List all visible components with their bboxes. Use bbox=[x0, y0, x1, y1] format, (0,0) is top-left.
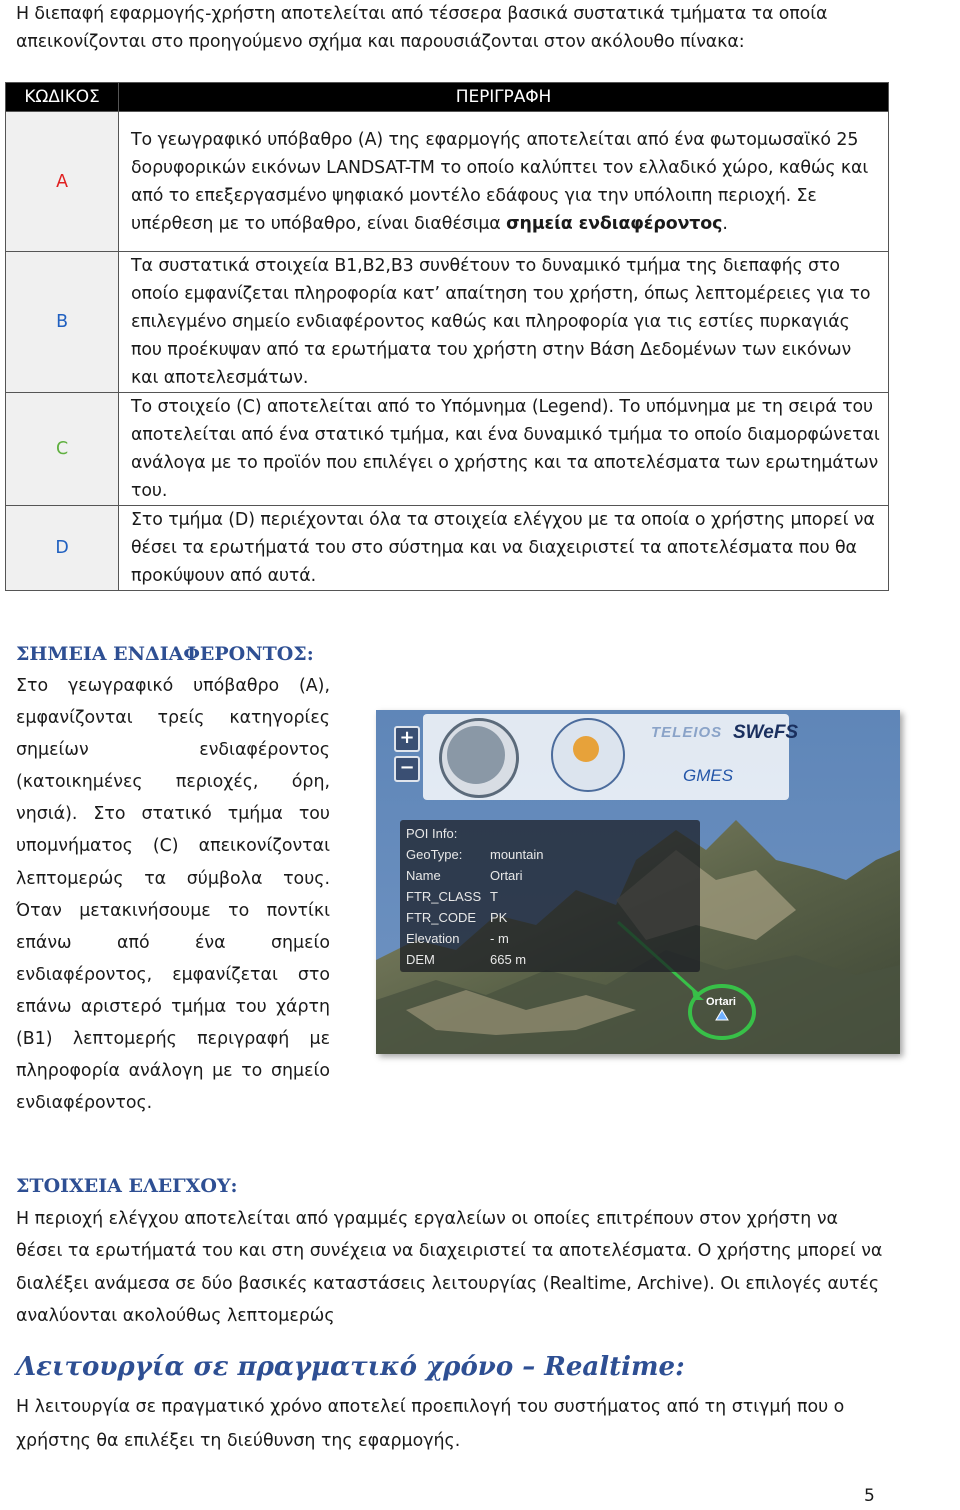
intro-paragraph: Η διεπαφή εφαρμογής-χρήστη αποτελείται από τέσσερα βασικά συστατικά τμήματα τα οποία απεικονίζονται στο προηγούμενο σχήμα και παρουσιάζονται στον ακόλουθο πίνακα: bbox=[16, 4, 828, 52]
description-cell: Στο τμήμα (D) περιέχονται όλα τα στοιχεία ελέγχου με τα οποία ο χρήστης μπορεί να θέσει τα ερωτήματά του στο σύστημα και να διαχειριστεί τα αποτελέσματα που θα προκύψουν από αυτά. bbox=[119, 506, 889, 591]
poi-heading: ΣΗΜΕΙΑ ΕΝΔΙΑΦΕΡΟΝΤΟΣ: bbox=[16, 643, 314, 665]
poi-info-key: GeoType: bbox=[406, 847, 463, 862]
swefs-logo: SWeFS bbox=[733, 722, 799, 743]
zoom-out-button[interactable]: − bbox=[394, 756, 420, 782]
table-row bbox=[6, 506, 889, 591]
poi-info-value: mountain bbox=[490, 847, 544, 862]
logo-bar bbox=[423, 714, 799, 800]
table-row bbox=[6, 393, 889, 506]
seal-inner-icon bbox=[447, 726, 505, 784]
header-code: ΚΩΔΙΚΟΣ bbox=[6, 83, 119, 112]
code-cell: A bbox=[6, 112, 119, 252]
description-tail: . bbox=[722, 213, 728, 234]
page-number: 5 bbox=[864, 1486, 875, 1506]
poi-info-key: FTR_CLASS bbox=[406, 889, 482, 904]
map-screenshot bbox=[376, 710, 900, 1054]
description-cell bbox=[119, 112, 889, 252]
poi-info-key: FTR_CODE bbox=[406, 910, 477, 925]
poi-paragraph: Στο γεωγραφικό υπόβαθρο (A), εμφανίζονται τρείς κατηγορίες σημείων ενδιαφέροντος (κατοικημένες περιοχές, όρη, νησιά). Στο στατικό τμήμα του υπομνήματος (C) απεικονίζονται λεπτομερώς τα σύμβολα τους. Όταν μετακινήσουμε το ποντίκι επάνω από ένα σημείο ενδιαφέροντος, εμφανίζεται στο επάνω αριστερό τμήμα του χάρτη (B1) λεπτομερής περιγραφή με πληροφορία ανάλογη με το σημείο ενδιαφέροντος. bbox=[16, 676, 330, 1114]
description-bold: σημεία ενδιαφέροντος bbox=[506, 213, 723, 234]
components-table bbox=[5, 82, 889, 591]
poi-marker-label: Ortari bbox=[706, 996, 736, 1008]
code-cell: C bbox=[6, 393, 119, 506]
poi-info-key: Elevation bbox=[406, 931, 460, 946]
description-cell: Το στοιχείο (C) αποτελείται από το Υπόμνημα (Legend). Το υπόμνημα με τη σειρά του αποτελείται από ένα στατικό τμήμα, και ένα δυναμικό τμήμα το οποίο διαμορφώνεται ανάλογα με το προϊόν που επιλέγει ο χρήστης και τα αποτελέσματα των ερωτημάτων του. bbox=[119, 393, 889, 506]
realtime-paragraph: Η λειτουργία σε πραγματικό χρόνο αποτελεί προεπιλογή του συστήματος από τη στιγμή που ο χρήστης θα επιλέξει τη διεύθυνση της εφαρμογής. bbox=[16, 1397, 845, 1451]
gmes-logo: GMES bbox=[683, 766, 734, 785]
poi-info-value: PK bbox=[490, 910, 508, 925]
poi-info-value: - m bbox=[490, 931, 509, 946]
table-row bbox=[6, 252, 889, 393]
table-row bbox=[6, 112, 889, 252]
poi-info-key: DEM bbox=[406, 952, 435, 967]
description-cell: Τα συστατικά στοιχεία B1,B2,B3 συνθέτουν το δυναμικό τμήμα της διεπαφής στο οποίο εμφανίζεται πληροφορία κατ’ απαίτηση του χρήστη, όπως λεπτομέρειες για το επιλεγμένο σημείο ενδιαφέροντος καθώς και πληροφορία για τις εστίες πυρκαγιάς που προέκυψαν από τα ερωτήματα του χρήστη στην Βάση Δεδομένων των εικόνων και αποτελεσμάτων. bbox=[119, 252, 889, 393]
realtime-heading: Λειτουργία σε πραγματικό χρόνο – Realtime: bbox=[16, 1352, 685, 1382]
poi-info-panel bbox=[400, 820, 700, 972]
table-header-row bbox=[6, 83, 889, 112]
poi-info-title: POI Info: bbox=[406, 826, 458, 841]
poi-info-value: 665 m bbox=[490, 952, 527, 967]
poi-info-value: Ortari bbox=[490, 868, 523, 883]
poi-info-value: T bbox=[490, 889, 498, 904]
code-cell: D bbox=[6, 506, 119, 591]
poi-info-key: Name bbox=[406, 868, 441, 883]
control-heading: ΣΤΟΙΧΕΙΑ ΕΛΕΓΧΟΥ: bbox=[16, 1175, 238, 1197]
header-description: ΠΕΡΙΓΡΑΦΗ bbox=[119, 83, 889, 112]
zoom-in-button[interactable]: + bbox=[394, 726, 420, 752]
description-text: Το γεωγραφικό υπόβαθρο (A) της εφαρμογής αποτελείται από ένα φωτομωσαϊκό 25 δορυφορικών εικόνων LANDSAT-TM το οποίο καλύπτει τον ελλαδικό χώρο, καθώς και από το επεξεργασμένο ψηφιακό μοντέλο εδάφους για την υπόλοιπη περιοχή. Σε υπέρθεση με το υπόβαθρο, είναι διαθέσιμα bbox=[131, 129, 869, 234]
satellite-sun-icon bbox=[573, 736, 599, 762]
teleios-logo: TELEIOS bbox=[651, 724, 723, 741]
code-cell: B bbox=[6, 252, 119, 393]
control-paragraph: Η περιοχή ελέγχου αποτελείται από γραμμές εργαλείων οι οποίες επιτρέπουν στον χρήστη να θέσει τα ερωτήματά του και στη συνέχεια να διαχειριστεί τα αποτελέσματα. Ο χρήστης μπορεί να διαλέξει ανάμεσα σε δύο βασικές καταστάσεις λειτουργίας (Realtime, Archive). Οι επιλογές αυτές αναλύονται ακολούθως λεπτομερώς bbox=[16, 1209, 883, 1326]
